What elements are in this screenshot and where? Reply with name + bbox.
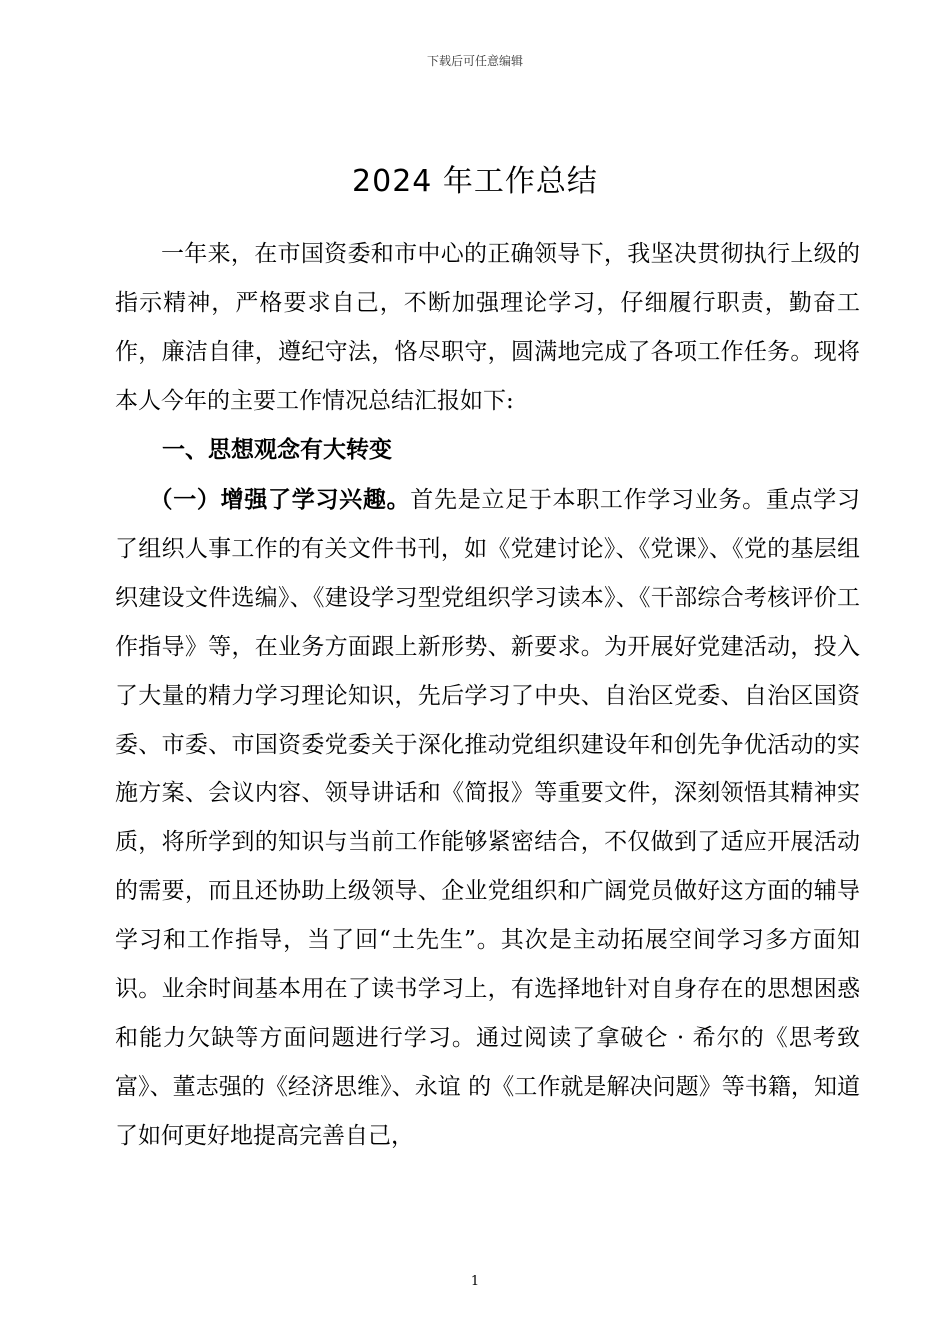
header-note: 下载后可任意编辑 bbox=[426, 54, 523, 68]
page-number: 1 bbox=[470, 1274, 480, 1289]
document-title: 2024 年工作总结 bbox=[352, 164, 598, 199]
subsection-text-1: 首先是立足于本职工作学习业务。重点学习了组织人事工作的有关文件书刊，如《党建讨论》、《党课》、《党的基层组织建设文件选编》、《建设学习型党组织学习读本》、《干部综合考核评价工作指导》等，在业务方面跟上新形势、新要求。为开展好党建活动，投入了大量的精力学习理论知识，先后学习了中央、自治区党委、自治区国资委、市委、市国资委党委关于深化推动党组织建设年和创先争优活动的实施方案、会议内容、领导讲话和《简报》等重要文件，深刻领悟其精神实质，将所学到的知识与当前工作能够紧密结合，不仅做到了适应开展活动的需要，而且还协助上级领导、企业党组织和广阔党员做好这方面的辅导学习和工作指导，当了回“土先生”。其次是主动拓展空间学习多方面知识。业余时间基本用在了读书学习上，有选择地针对自身存在的思想困惑和能力欠缺等方面问题进行学习。通过阅读了拿破仑 · 希尔的《思考致富》、董志强的《经济思维》、永谊 的《工作就是解决问题》等书籍，知道了如何更好地提高完善自己， bbox=[115, 487, 861, 1149]
subsection-lead-1: （一）增强了学习兴趣。 bbox=[149, 487, 411, 513]
intro-paragraph: 一年来，在市国资委和市中心的正确领导下，我坚决贯彻执行上级的指示精神，严格要求自己，不断加强理论学习，仔细履行职责，勤奋工作，廉洁自律，遵纪守法，恪尽职守，圆满地完成了各项工作任务。现将本人今年的主要工作情况总结汇报如下: bbox=[115, 241, 860, 414]
section-heading-1: 一、思想观念有大转变 bbox=[162, 437, 392, 463]
subsection-paragraph-1 bbox=[115, 476, 860, 1161]
